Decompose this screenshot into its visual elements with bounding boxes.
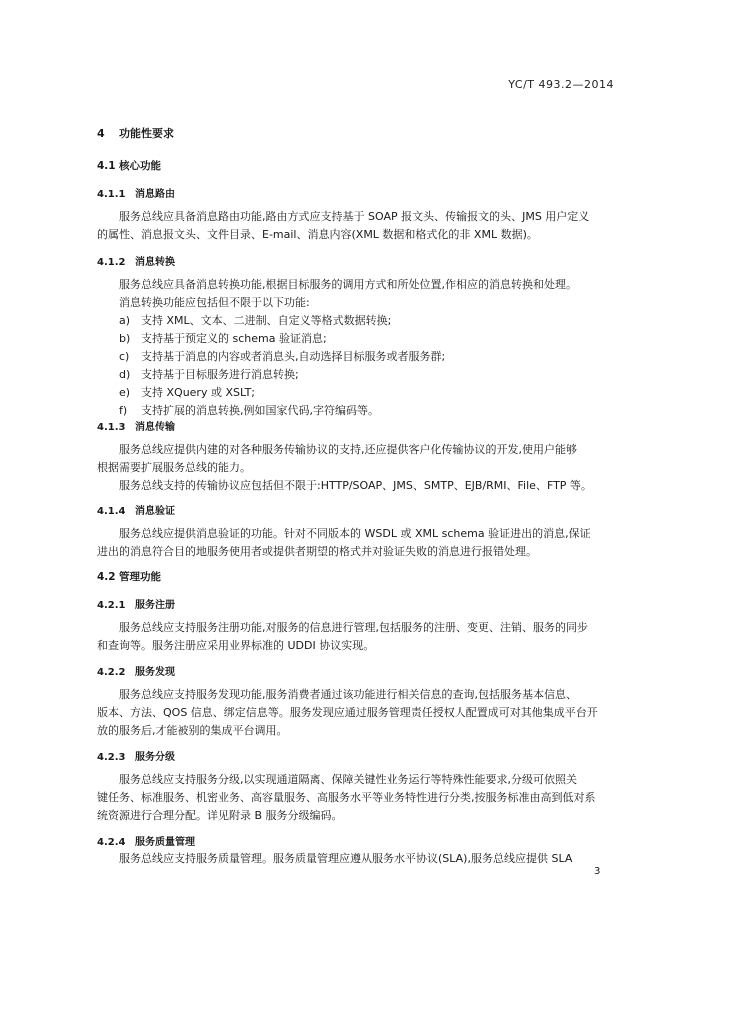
list-item-text: 支持基于预定义的 schema 验证消息; xyxy=(141,332,327,345)
section-4-heading xyxy=(97,125,174,141)
list-item xyxy=(119,366,445,384)
list-item xyxy=(119,384,445,402)
section-title: 消息转换 xyxy=(135,257,175,268)
text-line: 服务总线应支持服务注册功能,对服务的信息进行管理,包括服务的注册、变更、注销、服务的同步 xyxy=(119,621,588,634)
list-item xyxy=(119,312,445,330)
section-4-1-2-heading xyxy=(97,253,175,268)
section-number: 4.2.4 xyxy=(97,837,126,848)
section-4-2-heading xyxy=(97,569,161,584)
section-4-2-4-paragraph xyxy=(97,850,617,868)
section-number: 4.2.3 xyxy=(97,752,126,763)
section-4-1-4-heading xyxy=(97,502,175,517)
section-title: 消息路由 xyxy=(135,189,175,200)
text-line: 进出的消息符合目的地服务使用者或提供者期望的格式并对验证失败的消息进行报错处理。 xyxy=(97,545,537,558)
text-line: 服务总线应支持服务分级,以实现通道隔离、保障关键性业务运行等特殊性能要求,分级可依照关 xyxy=(119,773,577,786)
section-title: 管理功能 xyxy=(119,571,161,583)
list-marker: e) xyxy=(119,386,131,399)
text-line: 键任务、标准服务、机密业务、高容量服务、高服务水平等业务特性进行分类,按服务标准由高到低对系 xyxy=(97,791,596,804)
text-line: 根据需要扩展服务总线的能力。 xyxy=(97,461,251,474)
section-4-2-3-paragraph xyxy=(97,771,617,825)
list-item xyxy=(119,330,445,348)
page-number: 3 xyxy=(594,866,601,877)
text-line: 服务总线应提供内建的对各种服务传输协议的支持,还应提供客户化传输协议的开发,使用户能够 xyxy=(119,443,577,456)
text-line: 的属性、消息报文头、文件目录、E-mail、消息内容(XML 数据和格式化的非 XML 数据)。 xyxy=(97,228,538,241)
section-title: 核心功能 xyxy=(119,160,161,172)
list-item-text: 支持 XQuery 或 XSLT; xyxy=(141,386,256,399)
section-4-1-1-paragraph xyxy=(97,208,617,244)
section-number: 4 xyxy=(97,127,105,140)
section-4-1-heading xyxy=(97,158,161,173)
text-line: 服务总线支持的传输协议应包括但不限于:HTTP/SOAP、JMS、SMTP、EJB/RMI、File、FTP 等。 xyxy=(119,479,592,492)
section-title: 服务质量管理 xyxy=(135,837,195,848)
section-number: 4.1.4 xyxy=(97,506,126,517)
list-item-text: 支持扩展的消息转换,例如国家代码,字符编码等。 xyxy=(141,404,379,417)
list-item-text: 支持基于目标服务进行消息转换; xyxy=(141,368,299,381)
text-line: 服务总线应提供消息验证的功能。针对不同版本的 WSDL 或 XML schema 验证进出的消息,保证 xyxy=(119,527,591,540)
section-4-2-2-heading xyxy=(97,663,175,678)
section-number: 4.1 xyxy=(97,160,116,172)
text-line: 服务总线应具备消息转换功能,根据目标服务的调用方式和所处位置,作相应的消息转换和处理。 xyxy=(119,278,577,291)
section-number: 4.2 xyxy=(97,571,116,583)
text-line: 服务总线应具备消息路由功能,路由方式应支持基于 SOAP 报文头、传输报文的头、JMS 用户定义 xyxy=(119,210,590,223)
section-4-2-2-paragraph xyxy=(97,686,617,740)
section-title: 服务分级 xyxy=(135,752,175,763)
section-number: 4.1.3 xyxy=(97,422,126,433)
list-marker: f) xyxy=(119,404,128,417)
section-4-2-3-heading xyxy=(97,748,175,763)
text-line: 放的服务后,才能被别的集成平台调用。 xyxy=(97,724,288,737)
text-line: 服务总线应支持服务发现功能,服务消费者通过该功能进行相关信息的查询,包括服务基本信息、 xyxy=(119,688,577,701)
section-4-1-4-paragraph xyxy=(97,525,617,561)
section-number: 4.1.1 xyxy=(97,189,126,200)
section-title: 消息验证 xyxy=(135,506,175,517)
list-marker: a) xyxy=(119,314,131,327)
section-title: 消息传输 xyxy=(135,422,175,433)
text-line: 服务总线应支持服务质量管理。服务质量管理应遵从服务水平协议(SLA),服务总线应提供 SLA xyxy=(119,852,573,865)
section-4-1-3-paragraph xyxy=(97,441,617,495)
section-4-1-1-heading xyxy=(97,185,175,200)
text-line: 消息转换功能应包括但不限于以下功能: xyxy=(119,296,310,309)
section-number: 4.1.2 xyxy=(97,257,126,268)
conversion-feature-list xyxy=(119,312,445,420)
list-item xyxy=(119,348,445,366)
section-number: 4.2.1 xyxy=(97,600,126,611)
list-marker: b) xyxy=(119,332,131,345)
section-4-1-3-heading xyxy=(97,418,175,433)
section-title: 服务发现 xyxy=(135,667,175,678)
section-number: 4.2.2 xyxy=(97,667,126,678)
section-title: 服务注册 xyxy=(135,600,175,611)
list-marker: c) xyxy=(119,350,130,363)
section-4-2-4-heading xyxy=(97,833,195,848)
section-4-1-2-paragraph xyxy=(97,276,617,312)
section-4-2-1-paragraph xyxy=(97,619,617,655)
section-4-2-1-heading xyxy=(97,596,175,611)
list-marker: d) xyxy=(119,368,131,381)
text-line: 统资源进行合理分配。详见附录 B 服务分级编码。 xyxy=(97,809,343,822)
list-item-text: 支持基于消息的内容或者消息头,自动选择目标服务或者服务群; xyxy=(141,350,446,363)
list-item-text: 支持 XML、文本、二进制、自定义等格式数据转换; xyxy=(141,314,392,327)
standard-code: YC/T 493.2—2014 xyxy=(508,78,614,91)
section-title: 功能性要求 xyxy=(119,127,174,140)
text-line: 和查询等。服务注册应采用业界标准的 UDDI 协议实现。 xyxy=(97,639,375,652)
text-line: 版本、方法、QOS 信息、绑定信息等。服务发现应通过服务管理责任授权人配置成可对其他集成平台开 xyxy=(97,706,598,719)
